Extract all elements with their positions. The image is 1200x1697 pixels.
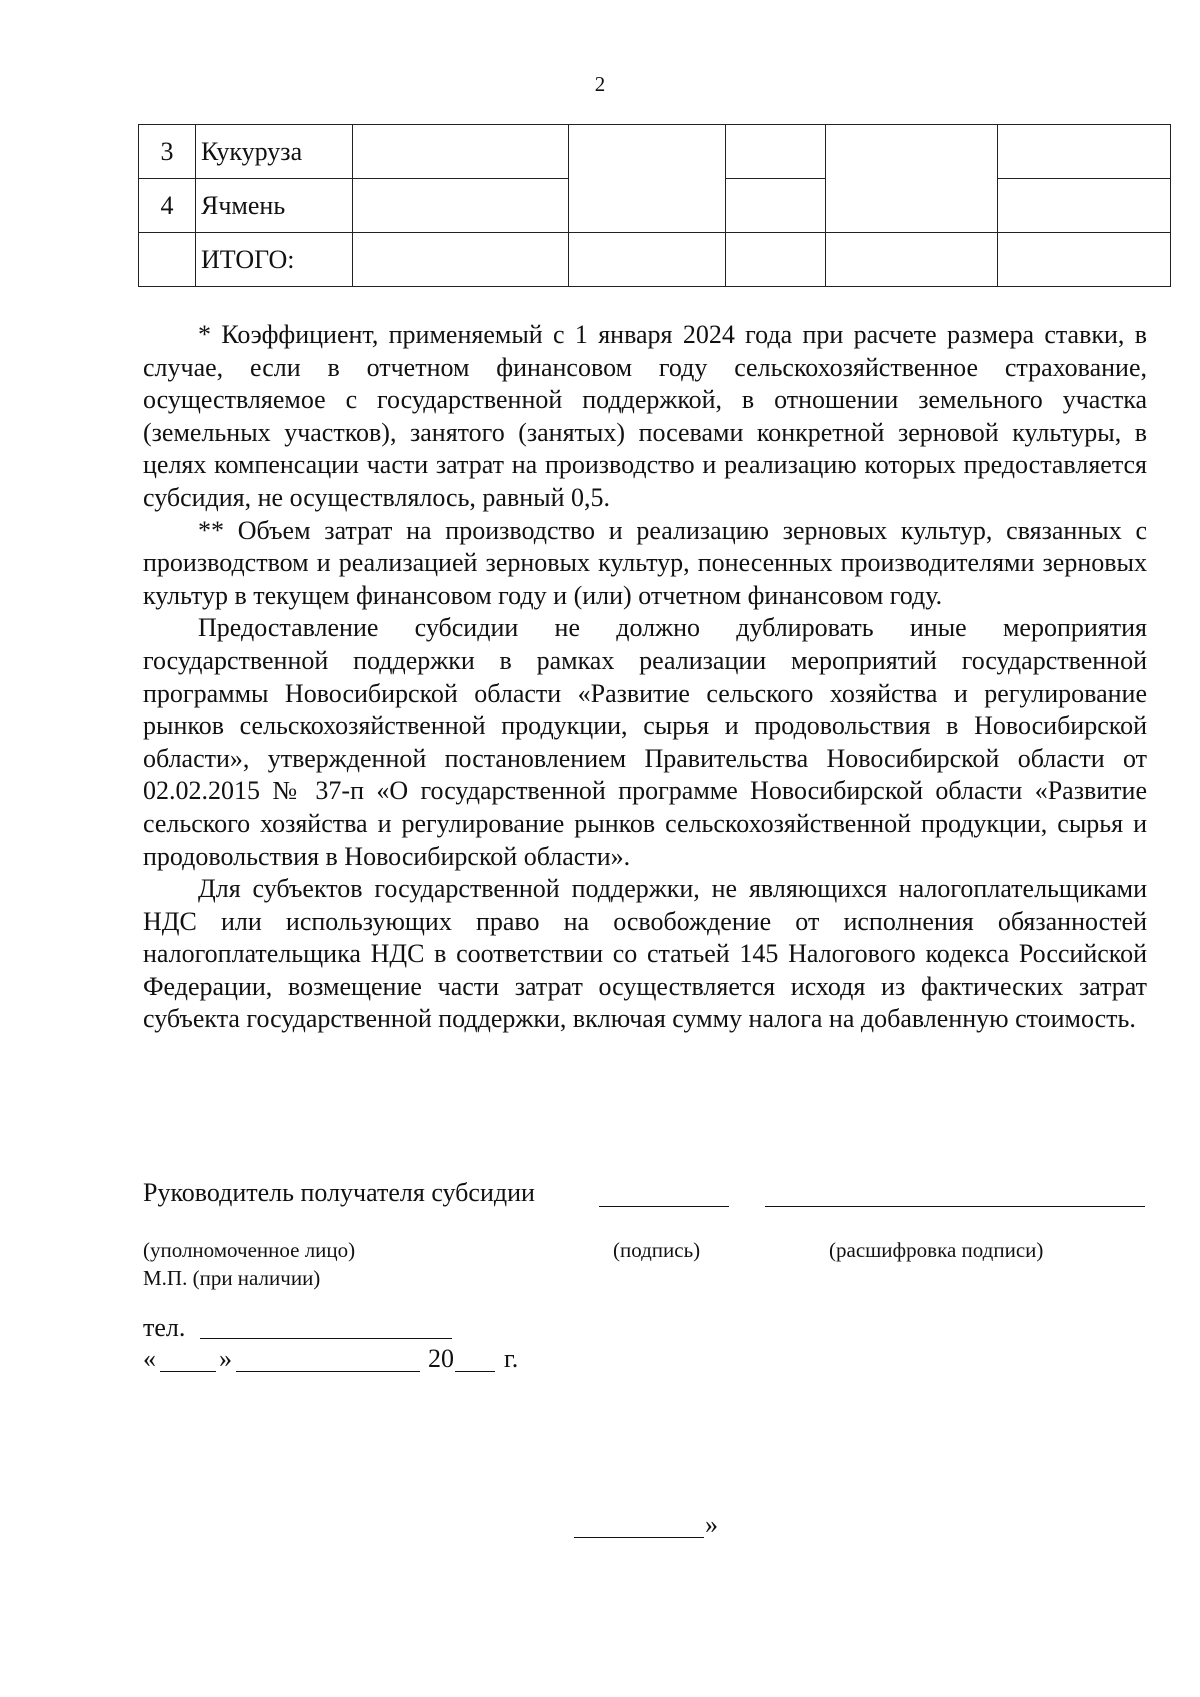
table-cell bbox=[726, 233, 826, 287]
signature-decode-line[interactable] bbox=[765, 1206, 1145, 1207]
table-cell bbox=[569, 233, 726, 287]
date-year-prefix: 20 bbox=[428, 1344, 454, 1373]
signature-heading: Руководитель получателя субсидии bbox=[143, 1178, 535, 1207]
crop-name: Кукуруза bbox=[196, 125, 353, 179]
closing-line bbox=[574, 1537, 704, 1538]
table-cell bbox=[998, 233, 1171, 287]
phone-label: тел. bbox=[143, 1313, 186, 1342]
body-text bbox=[143, 319, 1147, 1036]
closing-quote: » bbox=[705, 1510, 718, 1539]
page-number: 2 bbox=[594, 72, 606, 96]
table-cell bbox=[998, 179, 1171, 233]
date-close-quote: » bbox=[219, 1344, 232, 1373]
table-cell bbox=[998, 125, 1171, 179]
table-cell bbox=[353, 125, 569, 179]
table-cell bbox=[726, 179, 826, 233]
footnote-costs: ** Объем затрат на производство и реализацию зерновых культур, связанных с производством и реализацией зерновых культур, понесенных производителями зерновых культур в текущем финансовом году и (или) отчетном финансовом году. bbox=[143, 515, 1147, 610]
footnote-coefficient: * Коэффициент, применяемый с 1 января 2024 года при расчете размера ставки, в случае, если в отчетном финансовом году сельскохозяйственное страхование, осуществляемое с государственной поддержкой, в отношении земельного участка (земельных участков), занятого (занятых) посевами конкретной зерновой культуры, в целях компенсации части затрат на производство и реализацию которых предоставляется субсидия, не осуществлялось, равный 0,5. bbox=[143, 320, 1147, 512]
row-number: 4 bbox=[139, 179, 196, 233]
row-number bbox=[139, 233, 196, 287]
table-cell bbox=[353, 179, 569, 233]
paragraph-no-duplication: Предоставление субсидии не должно дублировать иные мероприятия государственной поддержки в рамках реализации мероприятий государственной программы Новосибирской области «Развитие сельского хозяйства и регулирование рынков сельскохозяйственной продукции, сырья и продовольствия в Новосибирской области», утвержденной постановлением Правительства Новосибирской области от 02.02.2015 № 37-п «О государственной программе Новосибирской области «Развитие сельского хозяйства и регулирование рынков сельскохозяйственной продукции, сырья и продовольствия в Новосибирской области». bbox=[143, 613, 1147, 871]
date-open-quote: « bbox=[143, 1344, 156, 1373]
authorized-person-label: (уполномоченное лицо) bbox=[143, 1238, 356, 1262]
table-cell-merged bbox=[569, 125, 726, 233]
table-cell bbox=[826, 233, 998, 287]
row-number: 3 bbox=[139, 125, 196, 179]
table-cell bbox=[353, 233, 569, 287]
total-label: ИТОГО: bbox=[196, 233, 353, 287]
paragraph-vat: Для субъектов государственной поддержки, не являющихся налогоплательщиками НДС или использующих право на освобождение от исполнения обязанностей налогоплательщика НДС в соответствии со статьей 145 Налогового кодекса Российской Федерации, возмещение части затрат осуществляется исходя из фактических затрат субъекта государственной поддержки, включая сумму налога на добавленную стоимость. bbox=[143, 874, 1147, 1034]
crop-name: Ячмень bbox=[196, 179, 353, 233]
signature-decode-caption: (расшифровка подписи) bbox=[829, 1238, 1044, 1262]
table-row bbox=[139, 125, 1171, 179]
crops-table bbox=[138, 124, 1171, 287]
table-cell-merged bbox=[826, 125, 998, 233]
date-month-line[interactable] bbox=[236, 1371, 420, 1372]
table-cell bbox=[726, 125, 826, 179]
date-year-line[interactable] bbox=[455, 1371, 495, 1372]
signature-caption: (подпись) bbox=[613, 1238, 701, 1262]
date-day-line[interactable] bbox=[160, 1371, 216, 1372]
date-year-suffix: г. bbox=[504, 1344, 519, 1373]
stamp-label: М.П. (при наличии) bbox=[143, 1266, 321, 1290]
table-row-total bbox=[139, 233, 1171, 287]
phone-line[interactable] bbox=[200, 1338, 452, 1339]
signature-line[interactable] bbox=[599, 1206, 729, 1207]
